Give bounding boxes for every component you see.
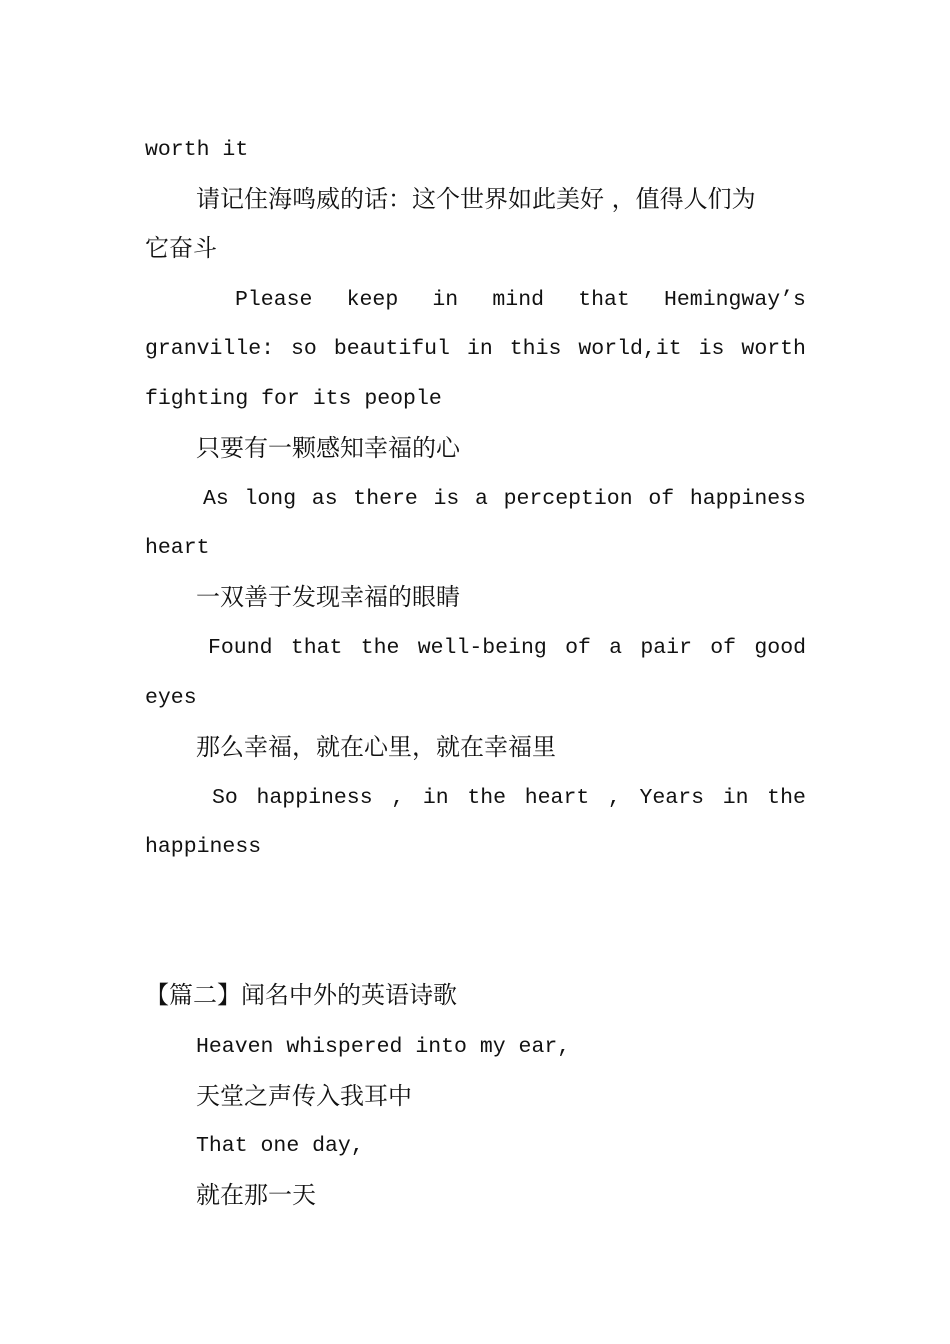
poem-line-that-one-day: That one day, xyxy=(196,1134,364,1158)
word: that xyxy=(290,636,343,660)
word: So xyxy=(212,786,238,810)
text-line-so-happiness xyxy=(212,780,806,816)
word: the xyxy=(467,786,507,810)
word: a xyxy=(475,487,488,511)
word: mind xyxy=(492,288,545,312)
word: As xyxy=(203,487,229,511)
word: this xyxy=(509,337,562,361)
word: good xyxy=(754,636,806,660)
word: in xyxy=(722,786,749,810)
word: is xyxy=(698,337,725,361)
word: keep xyxy=(346,288,399,312)
text-line-zh-heart: 只要有一颗感知幸福的心 xyxy=(196,434,460,462)
word: Years xyxy=(639,786,705,810)
text-line-as-long-as xyxy=(203,481,806,517)
word: there xyxy=(353,487,418,511)
word: of xyxy=(565,636,591,660)
text-line-zh-so: 那么幸福，就在心里，就在幸福里 xyxy=(196,733,556,761)
word: heart xyxy=(524,786,590,810)
word: the xyxy=(360,636,400,660)
text-line-found xyxy=(208,630,806,666)
section-title: 【篇二】闻名中外的英语诗歌 xyxy=(145,981,457,1009)
word: pair xyxy=(640,636,692,660)
word: a xyxy=(609,636,623,660)
word: granville: xyxy=(145,337,275,361)
word: is xyxy=(433,487,460,511)
poem-line-zh-heaven: 天堂之声传入我耳中 xyxy=(196,1082,412,1110)
word: worth xyxy=(741,337,806,361)
word: of xyxy=(648,487,675,511)
text-line-zh-strive: 它奋斗 xyxy=(145,234,217,262)
word: long xyxy=(244,487,297,511)
word: Hemingway’s xyxy=(664,288,806,312)
word: that xyxy=(578,288,630,312)
word: Please xyxy=(235,288,313,312)
word: Found xyxy=(208,636,273,660)
word: in xyxy=(422,786,449,810)
text-line-happiness: happiness xyxy=(145,835,262,859)
poem-line-zh-that-day: 就在那一天 xyxy=(196,1181,316,1209)
text-line-granville xyxy=(145,331,806,367)
word: in xyxy=(432,288,459,312)
text-line-please-keep xyxy=(235,282,806,318)
word: , xyxy=(607,786,621,810)
word: , xyxy=(391,786,405,810)
text-line-eyes: eyes xyxy=(145,686,197,710)
word: perception xyxy=(503,487,633,511)
word: world,it xyxy=(578,337,682,361)
text-line-heart: heart xyxy=(145,536,210,560)
poem-line-heaven: Heaven whispered into my ear, xyxy=(196,1035,571,1059)
word: beautiful xyxy=(333,337,450,361)
word: the xyxy=(767,786,806,810)
word: happiness xyxy=(256,786,373,810)
word: so xyxy=(291,337,317,361)
word: happiness xyxy=(689,487,806,511)
text-line-worth-it: worth it xyxy=(145,138,249,162)
text-line-zh-remember: 请记住海鸣威的话：这个世界如此美好 ，值得人们为 xyxy=(196,185,756,213)
word: of xyxy=(710,636,737,660)
word: in xyxy=(466,337,493,361)
word: as xyxy=(311,487,338,511)
word: well-being xyxy=(417,636,547,660)
text-line-fighting: fighting for its people xyxy=(145,387,442,411)
text-line-zh-eyes: 一双善于发现幸福的眼睛 xyxy=(196,583,460,611)
